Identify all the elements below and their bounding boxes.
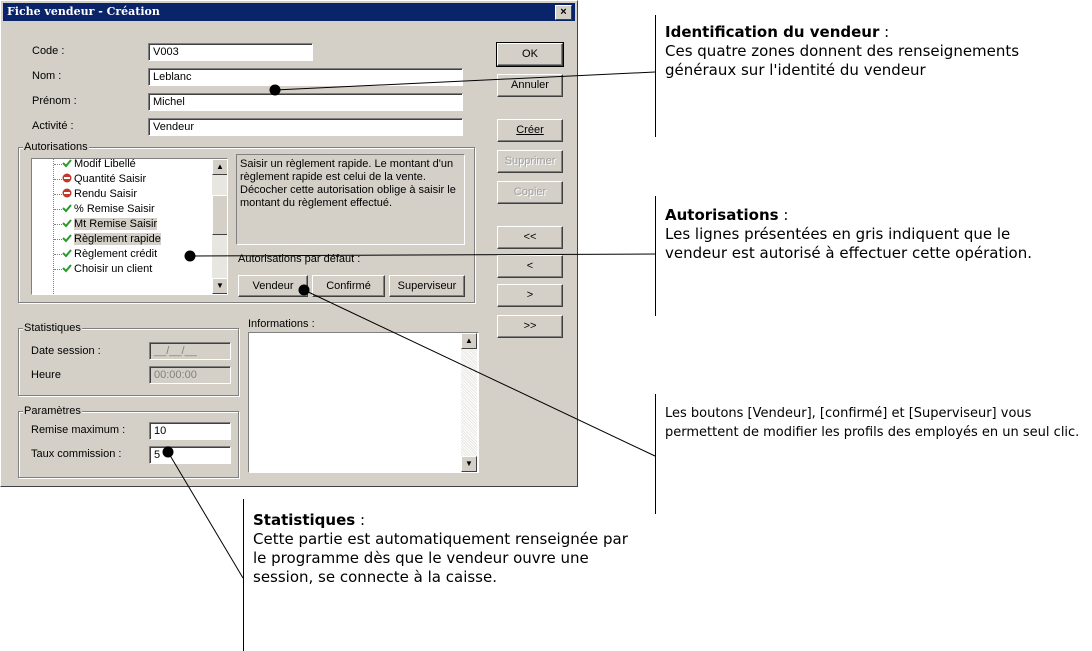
taux-commission-field[interactable]: 5 [149,446,231,464]
remise-maximum-field[interactable]: 10 [149,422,231,440]
annotation-bar-identification [655,15,656,137]
annuler-button[interactable]: Annuler [497,74,563,97]
autorisation-description: Saisir un règlement rapide. Le montant d'un règlement rapide est celui de la vente. Décocher cette autorisation oblige à saisir le montant du règlement effectué. [236,154,465,245]
autorisation-item-label: Mt Remise Saisir [74,218,158,230]
code-field[interactable]: V003 [148,43,313,61]
callout-dot-identification [270,85,281,96]
prev-record-button[interactable]: < [497,255,563,278]
activite-field[interactable]: Vendeur [148,118,463,136]
callout-line-autorisations [190,254,655,256]
supprimer-button[interactable]: Supprimer [497,150,563,173]
taux-commission-label: Taux commission : [31,448,122,460]
annotation-boutons [665,404,1085,442]
close-button[interactable]: × [555,5,572,20]
last-record-button[interactable]: >> [497,315,563,338]
annotation-statistiques-colon: : [355,511,365,529]
scroll-down-icon[interactable]: ▼ [212,278,228,294]
informations-label: Informations : [248,318,315,330]
vendeur-profile-button[interactable]: Vendeur [238,275,308,297]
annotation-statistiques-head: Statistiques [253,511,356,529]
remise-maximum-label: Remise maximum : [31,424,126,436]
copier-button[interactable]: Copier [497,181,563,204]
annotation-autorisations-head: Autorisations [665,206,779,224]
callout-dot-statistiques [163,447,174,458]
first-record-button[interactable]: << [497,226,563,249]
callout-line-statistiques [168,452,243,578]
ok-button[interactable]: OK [497,43,563,66]
annotation-bar-boutons [655,394,656,514]
autorisation-item-label: Quantité Saisir [74,173,147,185]
annotation-autorisations-colon: : [778,206,789,224]
prenom-label: Prénom : [32,95,77,107]
callout-line-boutons [304,290,655,456]
annotation-identification [665,22,1085,80]
statistiques-title: Statistiques [24,322,81,334]
autorisation-item-label: Règlement crédit [74,248,158,260]
autorisation-item-label: Choisir un client [74,263,153,275]
creer-button[interactable]: Créer [497,119,563,142]
info-scroll-down-icon[interactable]: ▼ [461,456,477,472]
annotation-statistiques-body: Cette partie est automatiquement renseignée par le programme dès que le vendeur ouvre une session, se connecte à la caisse. [253,530,628,586]
annotation-identification-head: Identification du vendeur [665,23,880,41]
annotation-identification-body: Ces quatre zones donnent des renseignements généraux sur l'identité du vendeur [665,42,1020,79]
window-title: Fiche vendeur - Création [7,5,160,18]
next-record-button[interactable]: > [497,284,563,307]
annotation-identification-colon: : [879,23,890,41]
annotation-autorisations-body: Les lignes présentées en gris indiquent que le vendeur est autorisé à effectuer cette opération. [665,225,1032,262]
callout-line-identification [275,72,655,90]
nom-field[interactable]: Leblanc [148,68,463,86]
annotation-bar-statistiques [243,499,244,651]
annotation-autorisations [665,205,1085,263]
callout-dot-boutons [299,285,310,296]
heure-label: Heure [31,369,61,381]
heure-field: 00:00:00 [149,366,231,384]
code-label: Code : [32,45,65,57]
autorisation-item-label: Rendu Saisir [74,188,137,200]
autorisation-item-label: % Remise Saisir [74,203,155,215]
prenom-field[interactable]: Michel [148,93,463,111]
nom-label: Nom : [32,70,62,82]
autorisation-item-label: Règlement rapide [74,233,161,245]
callout-dot-autorisations [185,251,196,262]
date-session-field: __/__/__ [149,342,231,360]
scroll-up-icon[interactable]: ▲ [212,159,228,175]
info-scroll-up-icon[interactable]: ▲ [461,333,477,349]
superviseur-profile-button[interactable]: Superviseur [389,275,465,297]
date-session-label: Date session : [31,345,101,357]
defaults-label: Autorisations par défaut : [238,253,361,265]
activite-label: Activité : [32,120,74,132]
annotation-statistiques [253,510,653,587]
autorisations-title: Autorisations [24,141,88,153]
confirme-profile-button[interactable]: Confirmé [312,275,385,297]
annotation-bar-autorisations [655,196,656,316]
parametres-title: Paramètres [24,405,81,417]
autorisation-item-label: Modif Libellé [74,158,136,170]
annotation-boutons-body: Les boutons [Vendeur], [confirmé] et [Superviseur] vous permettent de modifier les profils des employés en un seul clic. [665,406,1080,440]
